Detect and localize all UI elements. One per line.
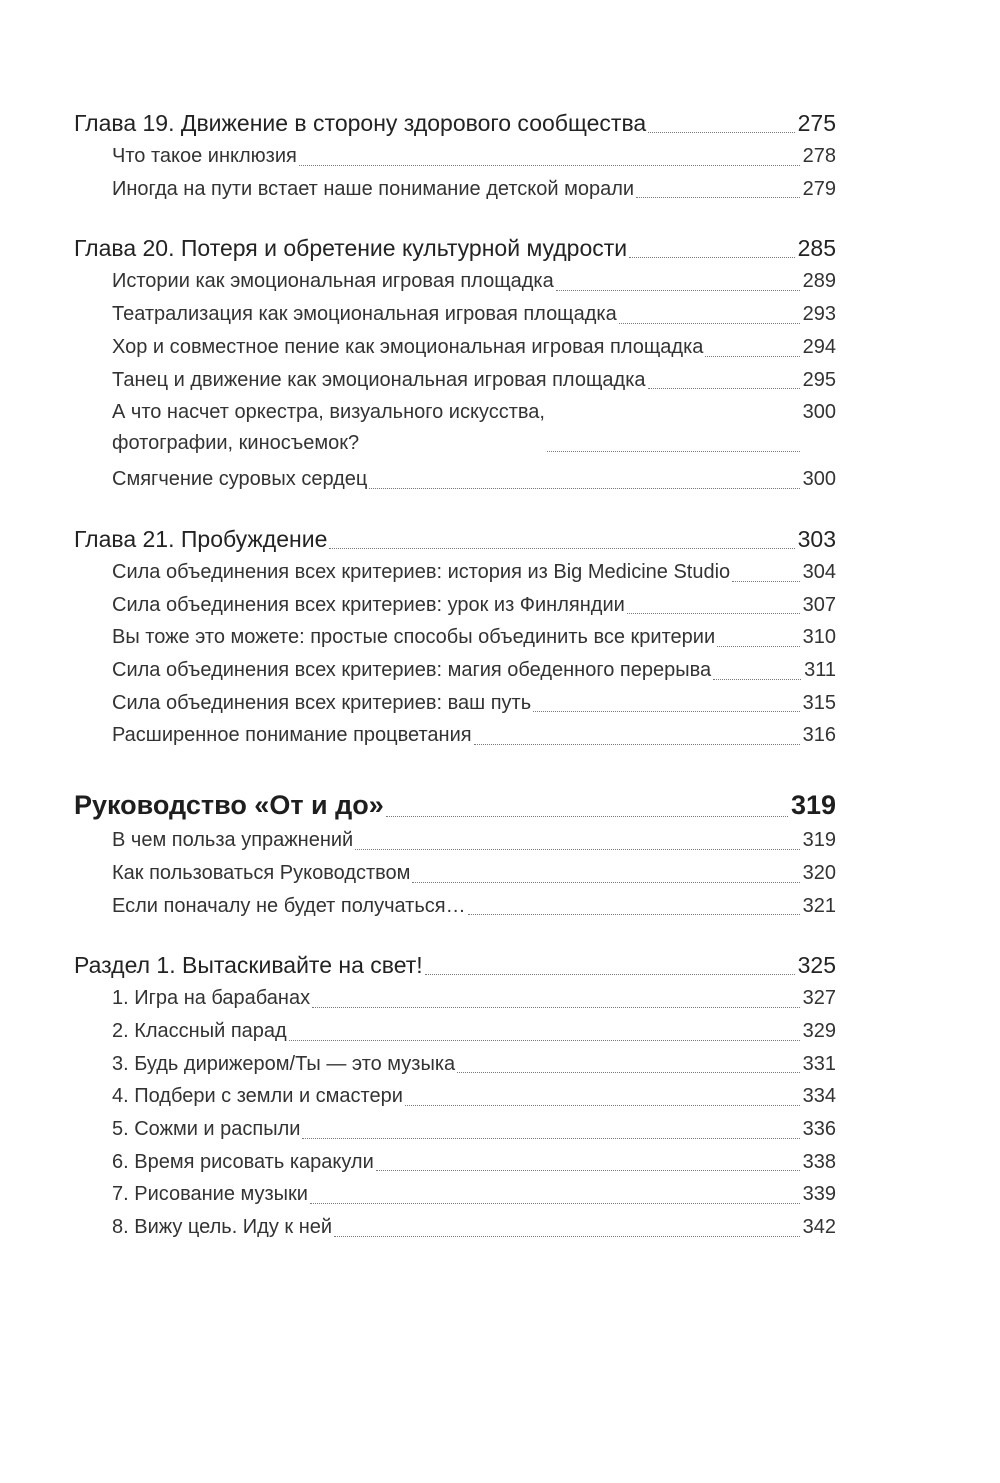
toc-section-guide bbox=[74, 786, 836, 922]
entry-title: Вы тоже это можете: простые способы объединить все критерии bbox=[112, 626, 716, 649]
entry-title: 4. Подбери с земли и смастери bbox=[112, 1085, 403, 1108]
dot-leader bbox=[648, 132, 794, 133]
entry-title: 1. Игра на барабанах bbox=[112, 987, 311, 1010]
entry-title: Иногда на пути встает наше понимание детской морали bbox=[112, 177, 635, 200]
dot-leader bbox=[533, 711, 800, 712]
chapter-title: Глава 19. Движение в сторону здорового сообщества bbox=[74, 110, 647, 136]
toc-entry bbox=[74, 824, 836, 857]
dot-leader bbox=[312, 1007, 800, 1008]
dot-leader bbox=[405, 1105, 800, 1106]
toc-entry bbox=[74, 1048, 836, 1081]
chapter-title: Глава 20. Потеря и обретение культурной мудрости bbox=[74, 235, 628, 262]
entry-title: Хор и совместное пение как эмоциональная игровая площадка bbox=[112, 335, 704, 358]
entry-title: 3. Будь дирижером/Ты — это музыка bbox=[112, 1052, 456, 1075]
toc-entry bbox=[74, 265, 836, 298]
toc-entry bbox=[74, 982, 836, 1015]
dot-leader bbox=[289, 1040, 800, 1041]
chapter-page-number: 285 bbox=[797, 235, 836, 262]
chapter-page-number: 275 bbox=[797, 110, 836, 136]
toc-section-chapter-19 bbox=[74, 106, 836, 205]
entry-title-line-2: фотографии, киносъемок? bbox=[112, 432, 360, 455]
toc-entry bbox=[74, 1080, 836, 1113]
entry-page-number: 310 bbox=[802, 626, 836, 649]
entry-page-number: 315 bbox=[802, 691, 836, 714]
entry-page-number: 279 bbox=[802, 177, 836, 200]
entry-page-number: 300 bbox=[802, 468, 836, 491]
entry-title: Расширенное понимание процветания bbox=[112, 724, 472, 747]
chapter-heading bbox=[74, 106, 836, 140]
dot-leader bbox=[732, 581, 799, 582]
dot-leader bbox=[468, 914, 800, 915]
entry-title: Сила объединения всех критериев: магия обеденного перерыва bbox=[112, 659, 712, 682]
toc-entry bbox=[74, 331, 836, 364]
entry-title: Сила объединения всех критериев: ваш путь bbox=[112, 691, 532, 714]
entry-title bbox=[112, 397, 545, 459]
dot-leader bbox=[717, 646, 800, 647]
entry-title: 7. Рисование музыки bbox=[112, 1183, 308, 1206]
dot-leader bbox=[412, 882, 799, 883]
entry-page-number: 320 bbox=[802, 861, 836, 884]
entry-title: Что такое инклюзия bbox=[112, 145, 297, 167]
toc-entry bbox=[74, 1146, 836, 1179]
dot-leader bbox=[629, 257, 794, 258]
entry-title: Театрализация как эмоциональная игровая площадка bbox=[112, 303, 617, 326]
toc-entry bbox=[74, 890, 836, 923]
toc-section-part-1 bbox=[74, 948, 836, 1244]
chapter-page-number: 325 bbox=[797, 952, 836, 979]
chapter-page-number: 303 bbox=[797, 525, 836, 552]
entry-page-number: 321 bbox=[802, 894, 836, 917]
toc-section-chapter-21 bbox=[74, 522, 836, 752]
toc-entry bbox=[74, 1113, 836, 1146]
dot-leader bbox=[310, 1203, 800, 1204]
entry-title: 2. Классный парад bbox=[112, 1019, 287, 1042]
entry-page-number: 342 bbox=[802, 1216, 836, 1239]
entry-title: Танец и движение как эмоциональная игровая площадка bbox=[112, 368, 646, 391]
toc-entry bbox=[74, 1211, 836, 1244]
dot-leader bbox=[329, 548, 794, 549]
toc-entry bbox=[74, 621, 836, 654]
toc-entry bbox=[74, 396, 836, 459]
table-of-contents bbox=[74, 106, 836, 1244]
toc-entry bbox=[74, 173, 836, 206]
dot-leader bbox=[619, 323, 800, 324]
entry-page-number: 289 bbox=[802, 270, 836, 293]
chapter-heading bbox=[74, 948, 836, 982]
dot-leader bbox=[369, 488, 799, 489]
entry-title: 6. Время рисовать каракули bbox=[112, 1150, 374, 1173]
entry-title: Сила объединения всех критериев: урок из Финляндии bbox=[112, 593, 625, 616]
dot-leader bbox=[376, 1170, 800, 1171]
chapter-title: Раздел 1. Вытаскивайте на свет! bbox=[74, 952, 423, 979]
dot-leader bbox=[425, 974, 795, 975]
entry-title: Истории как эмоциональная игровая площадка bbox=[112, 270, 554, 293]
entry-page-number: 329 bbox=[802, 1019, 836, 1042]
chapter-title: Глава 21. Пробуждение bbox=[74, 525, 328, 552]
entry-page-number: 293 bbox=[802, 303, 836, 326]
dot-leader bbox=[457, 1072, 799, 1073]
entry-page-number: 307 bbox=[802, 593, 836, 616]
entry-page-number: 294 bbox=[802, 335, 836, 358]
toc-entry bbox=[74, 857, 836, 890]
entry-page-number: 319 bbox=[802, 829, 836, 852]
entry-page-number: 331 bbox=[802, 1052, 836, 1075]
entry-page-number: 339 bbox=[802, 1183, 836, 1206]
part-heading bbox=[74, 786, 836, 824]
dot-leader bbox=[474, 744, 800, 745]
toc-entry bbox=[74, 719, 836, 752]
toc-entry bbox=[74, 1015, 836, 1048]
entry-page-number: 336 bbox=[802, 1118, 836, 1141]
part-page-number: 319 bbox=[790, 790, 836, 821]
dot-leader bbox=[627, 613, 800, 614]
entry-title-line-1: А что насчет оркестра, визуального искусства, bbox=[112, 401, 545, 424]
entry-page-number: 338 bbox=[802, 1150, 836, 1173]
toc-entry bbox=[74, 589, 836, 622]
dot-leader bbox=[386, 816, 788, 817]
toc-entry bbox=[74, 364, 836, 397]
dot-leader bbox=[556, 290, 800, 291]
dot-leader bbox=[299, 165, 800, 166]
dot-leader bbox=[334, 1236, 800, 1237]
entry-page-number: 311 bbox=[804, 659, 836, 682]
entry-title: Смягчение суровых сердец bbox=[112, 468, 368, 491]
part-title: Руководство «От и до» bbox=[74, 790, 384, 821]
toc-entry bbox=[74, 1178, 836, 1211]
entry-title: 5. Сожми и распыли bbox=[112, 1118, 301, 1141]
dot-leader bbox=[547, 451, 800, 452]
dot-leader bbox=[636, 197, 800, 198]
dot-leader bbox=[648, 388, 800, 389]
entry-title: В чем польза упражнений bbox=[112, 829, 354, 852]
entry-title: Если поначалу не будет получаться… bbox=[112, 894, 466, 917]
entry-page-number: 278 bbox=[802, 145, 836, 167]
entry-title: Сила объединения всех критериев: история из Big Medicine Studio bbox=[112, 560, 731, 583]
chapter-heading bbox=[74, 231, 836, 265]
toc-entry bbox=[74, 687, 836, 720]
dot-leader bbox=[713, 679, 801, 680]
entry-page-number: 304 bbox=[802, 560, 836, 583]
toc-section-chapter-20 bbox=[74, 231, 836, 496]
toc-entry bbox=[74, 556, 836, 589]
dot-leader bbox=[705, 356, 799, 357]
entry-title: 8. Вижу цель. Иду к ней bbox=[112, 1216, 333, 1239]
dot-leader bbox=[302, 1138, 799, 1139]
toc-entry bbox=[74, 654, 836, 687]
toc-entry bbox=[74, 463, 836, 496]
toc-entry bbox=[74, 140, 836, 173]
entry-page-number: 327 bbox=[802, 987, 836, 1010]
entry-title: Как пользоваться Руководством bbox=[112, 861, 411, 884]
dot-leader bbox=[355, 849, 799, 850]
entry-page-number: 316 bbox=[802, 724, 836, 747]
entry-page-number: 295 bbox=[802, 368, 836, 391]
entry-page-number: 300 bbox=[802, 401, 836, 424]
entry-page-number: 334 bbox=[802, 1085, 836, 1108]
toc-entry bbox=[74, 298, 836, 331]
chapter-heading bbox=[74, 522, 836, 556]
